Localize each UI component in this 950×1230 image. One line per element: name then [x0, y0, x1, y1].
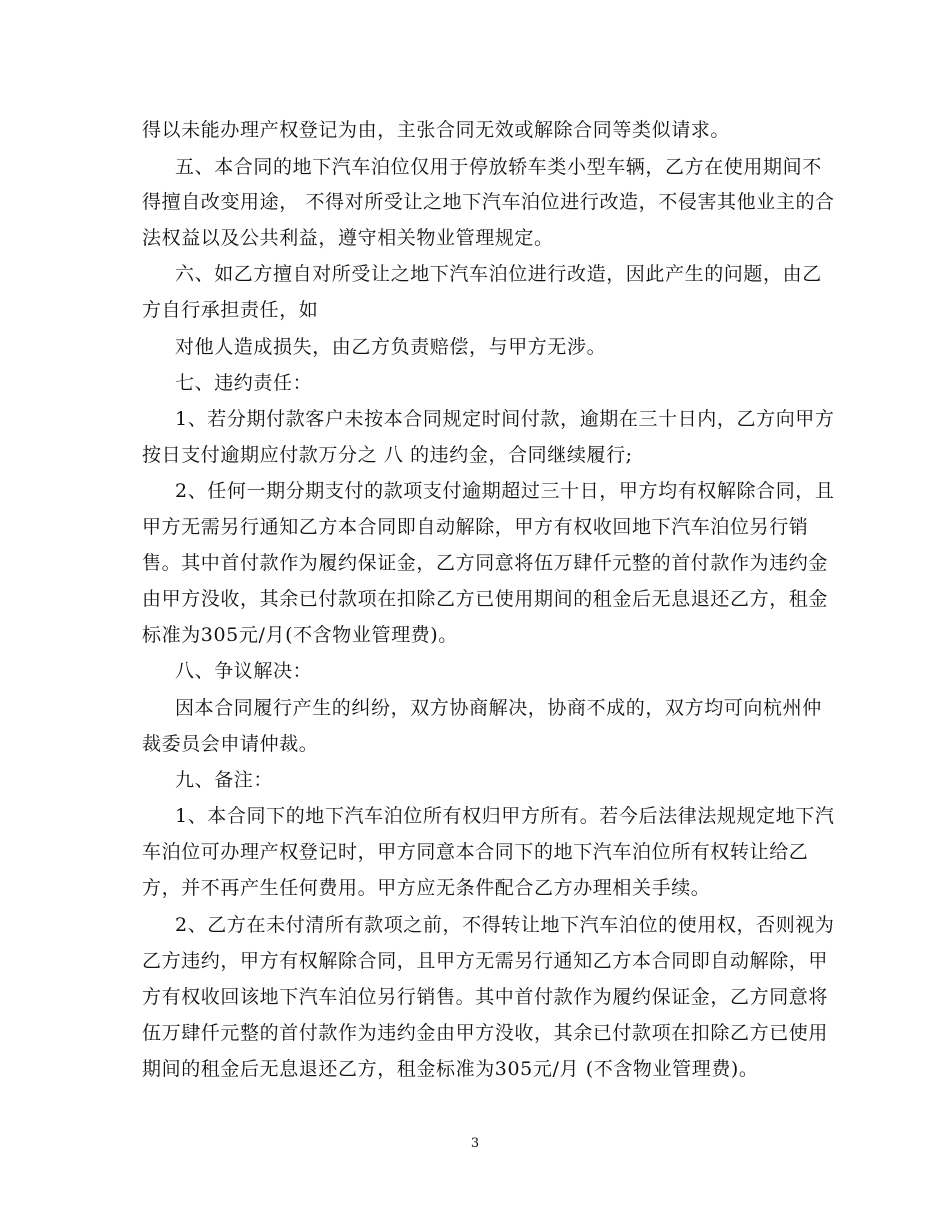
section-heading: 七、违约责任：	[175, 372, 313, 394]
text-line: 法权益以及公共利益，遵守相关物业管理规定。	[142, 227, 554, 249]
text-line: 1、本合同下的地下汽车泊位所有权归甲方所有。若今后法律法规规定地下汽	[175, 805, 835, 827]
section-heading: 九、备注：	[175, 769, 274, 791]
text-line: 方自行承担责任，如	[142, 299, 319, 321]
text-line: 1、若分期付款客户未按本合同规定时间付款，逾期在三十日内，乙方向甲方	[175, 408, 835, 430]
text-line: 五、本合同的地下汽车泊位仅用于停放轿车类小型车辆，乙方在使用期间不	[175, 156, 822, 178]
text-line: 按日支付逾期应付款万分之 八 的违约金，合同继续履行;	[142, 444, 633, 466]
text-line: 对他人造成损失，由乙方负责赔偿，与甲方无涉。	[175, 336, 607, 358]
text-line: 2、任何一期分期支付的款项支付逾期超过三十日，甲方均有权解除合同，且	[175, 480, 835, 502]
text-line: 甲方无需另行通知乙方本合同即自动解除，甲方有权收回地下汽车泊位另行销	[142, 516, 809, 538]
text-line: 期间的租金后无息退还乙方，租金标准为305元/月 (不含物业管理费)。	[142, 1058, 759, 1080]
text-line: 裁委员会申请仲裁。	[142, 733, 319, 755]
text-line: 车泊位可办理产权登记时，甲方同意本合同下的地下汽车泊位所有权转让给乙	[142, 841, 809, 863]
text-line: 乙方违约，甲方有权解除合同，且甲方无需另行通知乙方本合同即自动解除，甲	[142, 950, 829, 972]
text-line: 得擅自改变用途， 不得对所受让之地下汽车泊位进行改造，不侵害其他业主的合	[142, 191, 835, 213]
text-line: 方，并不再产生任何费用。甲方应无条件配合乙方办理相关手续。	[142, 877, 711, 899]
text-line: 伍万肆仟元整的首付款作为违约金由甲方没收，其余已付款项在扣除乙方已使用	[142, 1022, 829, 1044]
text-line: 六、如乙方擅自对所受让之地下汽车泊位进行改造，因此产生的问题，由乙	[175, 263, 822, 285]
text-line: 售。其中首付款作为履约保证金，乙方同意将伍万肆仟元整的首付款作为违约金	[142, 552, 829, 574]
text-line: 由甲方没收，其余已付款项在扣除乙方已使用期间的租金后无息退还乙方，租金	[142, 588, 829, 610]
page-number: 3	[470, 1136, 480, 1151]
text-line: 得以未能办理产权登记为由，主张合同无效或解除合同等类似请求。	[142, 119, 731, 141]
section-heading: 八、争议解决：	[175, 660, 313, 682]
text-line: 因本合同履行产生的纠纷，双方协商解决，协商不成的，双方均可向杭州仲	[175, 697, 822, 719]
text-line: 方有权收回该地下汽车泊位另行销售。其中首付款作为履约保证金，乙方同意将	[142, 986, 829, 1008]
text-line: 标准为305元/月(不含物业管理费)。	[142, 624, 458, 646]
text-line: 2、乙方在未付清所有款项之前，不得转让地下汽车泊位的使用权，否则视为	[175, 914, 835, 936]
